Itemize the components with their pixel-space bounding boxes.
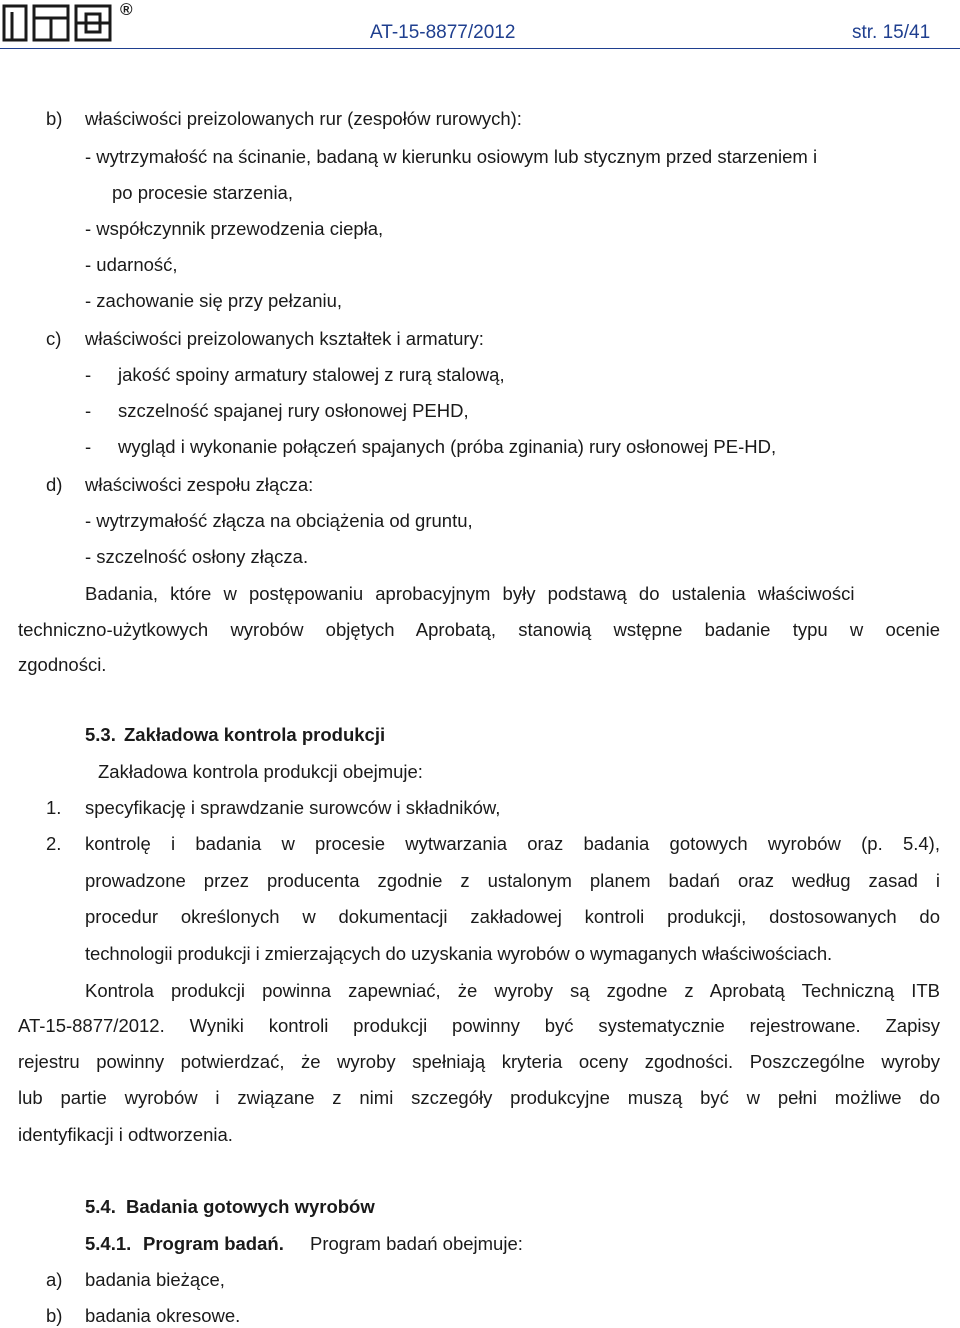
section-d-marker: d) bbox=[46, 474, 63, 495]
section-b-item: - wytrzymałość na ścinanie, badaną w kierunku osiowym lub stycznym przed starzeniem i bbox=[85, 146, 818, 167]
section-heading-title: Badania gotowych wyrobów bbox=[126, 1196, 375, 1217]
section-d-title: właściwości zespołu złącza: bbox=[85, 474, 314, 495]
section-heading-title: Zakładowa kontrola produkcji bbox=[124, 724, 386, 745]
section-b-title: właściwości preizolowanych rur (zespołów rurowych): bbox=[85, 108, 522, 129]
list-marker: a) bbox=[46, 1269, 63, 1290]
list-item-text: technologii produkcji i zmierzających do uzyskania wyrobów o wymaganych właściwościach. bbox=[85, 943, 833, 964]
paragraph-text: Badania, które w postępowaniu aprobacyjnym były podstawą do ustalenia właściwości bbox=[85, 583, 855, 604]
list-item-text: badania okresowe. bbox=[85, 1305, 241, 1326]
section-c-dash: - bbox=[85, 400, 92, 421]
section-c-title: właściwości preizolowanych kształtek i armatury: bbox=[85, 328, 484, 349]
subsection-text: Program badań obejmuje: bbox=[310, 1233, 523, 1254]
list-marker: b) bbox=[46, 1305, 63, 1326]
paragraph-line: lub partie wyrobów i związane z nimi szczegóły produkcyjne muszą być w pełni możliwe do bbox=[18, 1087, 940, 1108]
paragraph-line bbox=[85, 583, 940, 605]
section-c-marker: c) bbox=[46, 328, 62, 349]
section-heading-number: 5.4. bbox=[85, 1196, 116, 1217]
section-b-item: - współczynnik przewodzenia ciepła, bbox=[85, 218, 384, 239]
document-number: AT-15-8877/2012 bbox=[370, 22, 516, 43]
paragraph-line: identyfikacji i odtworzenia. bbox=[18, 1124, 233, 1145]
list-item-text: specyfikację i sprawdzanie surowców i składników, bbox=[85, 797, 501, 818]
paragraph-line: rejestru powinny potwierdzać, że wyroby spełniają kryteria oceny zgodności. Poszczególne wyroby bbox=[18, 1051, 940, 1072]
section-c-dash: - bbox=[85, 364, 92, 385]
section-b-item: - udarność, bbox=[85, 254, 178, 275]
registered-mark: ® bbox=[120, 0, 133, 19]
section-intro: Zakładowa kontrola produkcji obejmuje: bbox=[98, 761, 423, 782]
paragraph-line: zgodności. bbox=[18, 654, 107, 675]
section-c-dash: - bbox=[85, 436, 92, 457]
section-c-item: wygląd i wykonanie połączeń spajanych (próba zginania) rury osłonowej PE-HD, bbox=[118, 436, 777, 457]
paragraph-line: AT-15-8877/2012. Wyniki kontroli produkcji powinny być systematycznie rejestrowane. Zapisy bbox=[18, 1015, 940, 1036]
section-d-item: - wytrzymałość złącza na obciążenia od gruntu, bbox=[85, 510, 473, 531]
list-item-text: kontrolę i badania w procesie wytwarzania oraz badania gotowych wyrobów (p. 5.4), bbox=[85, 833, 940, 854]
list-number: 2. bbox=[46, 833, 62, 854]
subsection-number: 5.4.1. bbox=[85, 1233, 132, 1254]
paragraph-line: Kontrola produkcji powinna zapewniać, że wyroby są zgodne z Aprobatą Techniczną ITB bbox=[85, 980, 940, 1001]
section-d-item: - szczelność osłony złącza. bbox=[85, 546, 309, 567]
paragraph-line: techniczno-użytkowych wyrobów objętych Aprobatą, stanowią wstępne badanie typu w ocenie bbox=[18, 619, 940, 640]
list-item-text: prowadzone przez producenta zgodnie z ustalonym planem badań oraz według zasad i bbox=[85, 870, 940, 891]
section-b-marker: b) bbox=[46, 108, 63, 129]
list-item-text: badania bieżące, bbox=[85, 1269, 225, 1290]
page-number: str. 15/41 bbox=[852, 22, 931, 43]
section-heading-number: 5.3. bbox=[85, 724, 116, 745]
header-divider bbox=[0, 48, 960, 49]
section-c-item: szczelność spajanej rury osłonowej PEHD, bbox=[118, 400, 469, 421]
section-b-item: - zachowanie się przy pełzaniu, bbox=[85, 290, 343, 311]
itb-logo bbox=[2, 4, 112, 42]
subsection-title: Program badań. bbox=[143, 1233, 284, 1254]
section-c-item: jakość spoiny armatury stalowej z rurą stalową, bbox=[118, 364, 505, 385]
list-item-text: procedur określonych w dokumentacji zakładowej kontroli produkcji, dostosowanych do bbox=[85, 906, 940, 927]
section-b-item: po procesie starzenia, bbox=[112, 182, 293, 203]
list-number: 1. bbox=[46, 797, 62, 818]
